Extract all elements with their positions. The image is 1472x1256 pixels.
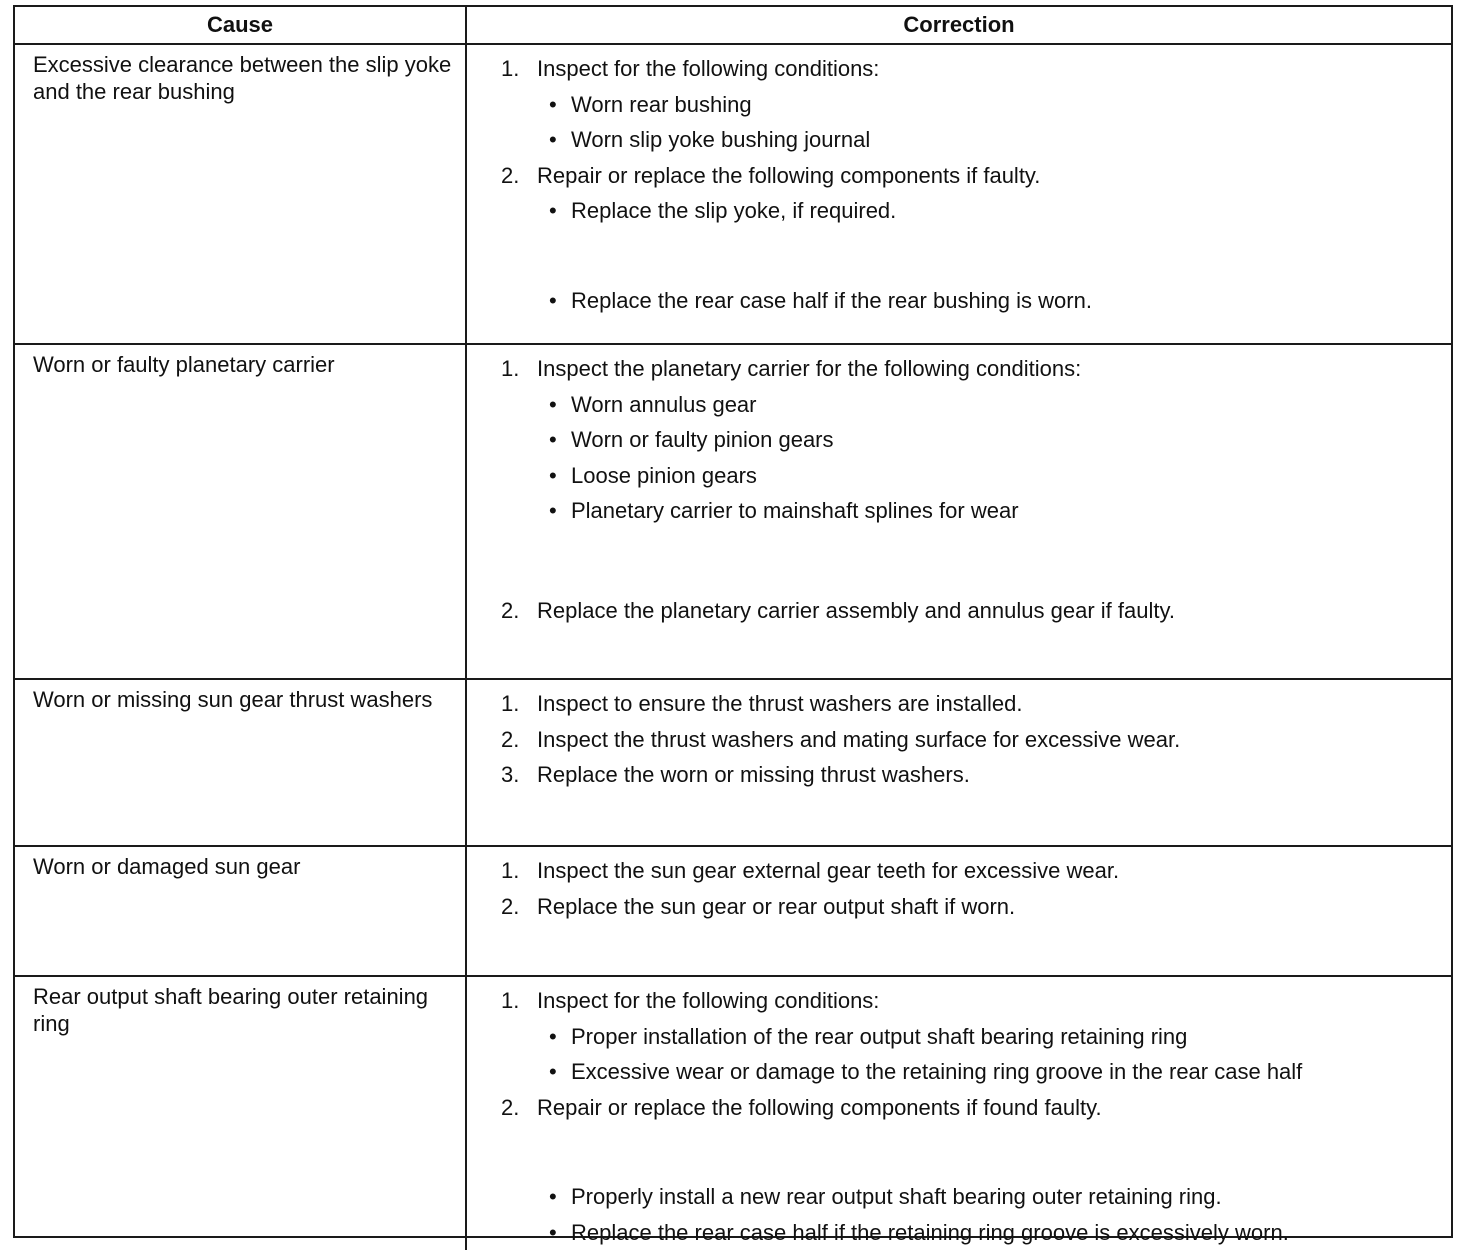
- cause-text: Worn or damaged sun gear: [33, 854, 301, 879]
- step-text: Repair or replace the following components if found faulty.: [537, 1094, 1102, 1120]
- cause-text: Rear output shaft bearing outer retaining ring: [33, 984, 429, 1036]
- correction-step: [501, 686, 1441, 722]
- step-text: Replace the worn or missing thrust washers.: [537, 762, 970, 787]
- correction-cell: [466, 44, 1451, 344]
- step-number: 2.: [501, 162, 520, 188]
- correction-step: [501, 757, 1441, 793]
- bullet-icon: •: [549, 427, 557, 452]
- step-number: 2.: [501, 597, 520, 623]
- bullet-item: [501, 1215, 1441, 1251]
- bullet-item: [501, 283, 1441, 319]
- table-row: [15, 679, 1451, 846]
- diagnosis-table-frame: [13, 5, 1453, 1245]
- bullet-icon: •: [549, 287, 557, 313]
- bullet-icon: •: [549, 1219, 557, 1245]
- cause-column-header: Cause: [15, 7, 466, 44]
- correction-step: [501, 889, 1441, 925]
- correction-step: [501, 593, 1441, 629]
- cause-cell: [15, 846, 466, 976]
- bullet-icon: •: [549, 498, 557, 523]
- bullet-item: [501, 422, 1441, 458]
- cause-text: Worn or missing sun gear thrust washers: [33, 687, 433, 712]
- bullet-text: Worn slip yoke bushing journal: [571, 127, 871, 152]
- cause-cell: [15, 44, 466, 344]
- step-number: 2.: [501, 726, 520, 752]
- header-row: [15, 7, 1451, 44]
- step-text: Replace the sun gear or rear output shaft if worn.: [537, 893, 1016, 919]
- table-row: [15, 344, 1451, 679]
- cause-cell: [15, 679, 466, 846]
- bullet-icon: •: [549, 91, 557, 117]
- bullet-icon: •: [549, 198, 557, 223]
- bullet-icon: •: [549, 1059, 557, 1084]
- step-text: Inspect the sun gear external gear teeth for excessive wear.: [537, 858, 1120, 883]
- step-text: Inspect the thrust washers and mating surface for excessive wear.: [537, 726, 1181, 752]
- step-text: Inspect for the following conditions:: [537, 988, 880, 1013]
- correction-step: [501, 853, 1441, 889]
- correction-step: [501, 351, 1441, 387]
- bullet-icon: •: [549, 1184, 557, 1209]
- table-row: [15, 846, 1451, 976]
- bullet-text: Excessive wear or damage to the retaining ring groove in the rear case half: [571, 1059, 1303, 1084]
- bullet-item: [501, 1179, 1441, 1215]
- step-text: Inspect to ensure the thrust washers are installed.: [537, 691, 1023, 716]
- step-number: 2.: [501, 893, 520, 919]
- bullet-text: Planetary carrier to mainshaft splines for wear: [571, 498, 1019, 523]
- correction-step: [501, 158, 1441, 194]
- bullet-item: [501, 1054, 1441, 1090]
- bullet-icon: •: [549, 462, 557, 488]
- bullet-text: Replace the rear case half if the rear bushing is worn.: [571, 287, 1092, 313]
- correction-cell: [466, 846, 1451, 976]
- correction-step: [501, 983, 1441, 1019]
- bullet-icon: •: [549, 391, 557, 417]
- table-row: [15, 976, 1451, 1250]
- bullet-item: [501, 493, 1441, 529]
- bullet-text: Worn or faulty pinion gears: [571, 427, 834, 452]
- step-number: 1.: [501, 858, 520, 883]
- cause-text: Worn or faulty planetary carrier: [33, 352, 335, 377]
- step-number: 2.: [501, 1094, 520, 1120]
- bullet-text: Worn rear bushing: [571, 91, 752, 117]
- bullet-text: Replace the slip yoke, if required.: [571, 198, 897, 223]
- bullet-item: [501, 122, 1441, 158]
- step-number: 1.: [501, 356, 520, 381]
- bullet-item: [501, 458, 1441, 494]
- bullet-item: [501, 87, 1441, 123]
- step-text: Inspect for the following conditions:: [537, 56, 880, 81]
- bullet-icon: •: [549, 1023, 557, 1049]
- step-number: 1.: [501, 56, 520, 81]
- bullet-text: Worn annulus gear: [571, 391, 757, 417]
- correction-step: [501, 722, 1441, 758]
- correction-cell: [466, 344, 1451, 679]
- bullet-icon: •: [549, 127, 557, 152]
- correction-step: [501, 51, 1441, 87]
- cause-cell: [15, 344, 466, 679]
- bullet-text: Loose pinion gears: [571, 462, 757, 488]
- step-number: 1.: [501, 988, 520, 1013]
- step-number: 3.: [501, 762, 520, 787]
- table-row: [15, 44, 1451, 344]
- step-text: Replace the planetary carrier assembly and annulus gear if faulty.: [537, 597, 1175, 623]
- bullet-text: Proper installation of the rear output shaft bearing retaining ring: [571, 1023, 1188, 1049]
- bullet-item: [501, 193, 1441, 229]
- cause-cell: [15, 976, 466, 1250]
- correction-column-header: Correction: [466, 7, 1451, 44]
- correction-step: [501, 1090, 1441, 1126]
- bullet-item: [501, 1019, 1441, 1055]
- correction-cell: [466, 679, 1451, 846]
- diagnosis-table: [15, 7, 1451, 1250]
- step-number: 1.: [501, 691, 520, 716]
- step-text: Repair or replace the following components if faulty.: [537, 162, 1041, 188]
- cause-text: Excessive clearance between the slip yoke and the rear bushing: [33, 52, 452, 104]
- correction-cell: [466, 976, 1451, 1250]
- bullet-text: Properly install a new rear output shaft bearing outer retaining ring.: [571, 1184, 1222, 1209]
- bullet-text: Replace the rear case half if the retaining ring groove is excessively worn.: [571, 1219, 1289, 1245]
- step-text: Inspect the planetary carrier for the following conditions:: [537, 356, 1082, 381]
- bullet-item: [501, 387, 1441, 423]
